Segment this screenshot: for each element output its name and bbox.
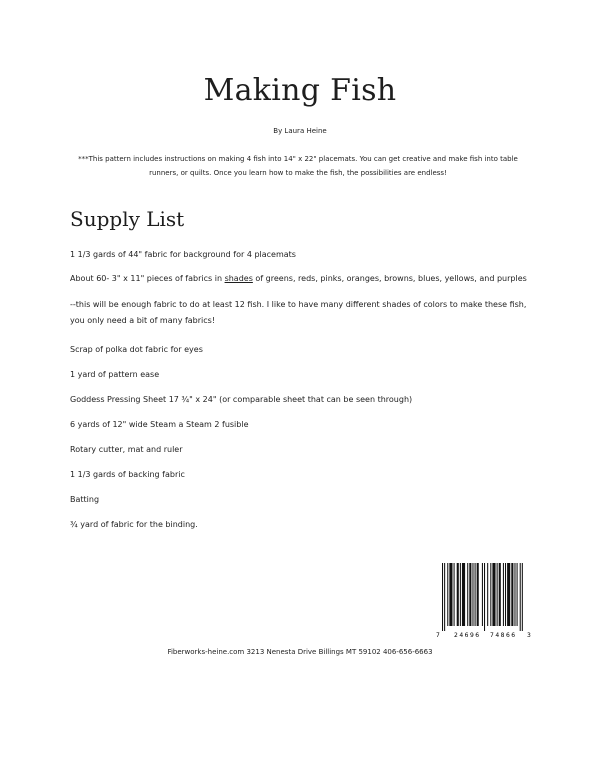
barcode-bar: [505, 563, 506, 626]
footer-contact: Fiberworks-heine.com 3213 Nenesta Drive Billings MT 59102 406-656-6663: [167, 648, 433, 656]
barcode-bar: [520, 563, 521, 631]
barcode-bar: [475, 563, 476, 626]
supply-item: Rotary cutter, mat and ruler: [70, 445, 183, 454]
barcode-bar: [460, 563, 461, 626]
page-title: Making Fish: [203, 73, 397, 108]
supply-item: Scrap of polka dot fabric for eyes: [70, 345, 203, 354]
underlined-word: shades: [224, 274, 253, 283]
barcode-bar: [514, 563, 515, 626]
author-line: By Laura Heine: [273, 127, 327, 135]
barcode-bar: [503, 563, 504, 626]
barcode-bar: [482, 563, 483, 626]
barcode-bar: [492, 563, 495, 626]
barcode-bar: [522, 563, 523, 631]
supply-item: 1 yard of pattern ease: [70, 370, 160, 379]
barcode-bar: [490, 563, 491, 626]
barcode-digit: 24696: [454, 632, 481, 639]
supply-list-heading: Supply List: [70, 207, 185, 231]
supply-item: --this will be enough fabric to do at least 12 fish. I like to have many different shades of colors to make these fish, you only need a bit of many fabrics!: [70, 300, 527, 325]
barcode-bar: [472, 563, 473, 626]
supply-item: 1 1/3 gards of 44" fabric for background for 4 placemats: [70, 250, 296, 259]
barcode-bars: [442, 563, 523, 631]
barcode-bar: [507, 563, 510, 626]
barcode-bar: [497, 563, 498, 626]
barcode-digit: 7: [436, 632, 440, 639]
upc-barcode: [434, 563, 534, 641]
barcode-bar: [467, 563, 468, 626]
barcode-digit: 3: [527, 632, 531, 639]
intro-paragraph: ***This pattern includes instructions on making 4 fish into 14" x 22" placemats. You can get creative and make fish into table runners, or quilts. Once you learn how to make the fish, the possibilities are endless!: [78, 155, 518, 177]
barcode-bar: [444, 563, 445, 631]
supply-item: 6 yards of 12" wide Steam a Steam 2 fusible: [70, 420, 249, 429]
barcode-digit: 74866: [490, 632, 517, 639]
barcode-bar: [462, 563, 465, 626]
supply-item: 1 1/3 gards of backing fabric: [70, 470, 185, 479]
barcode-bar: [457, 563, 459, 626]
supply-item: ¾ yard of fabric for the binding.: [70, 520, 198, 529]
barcode-bar: [454, 563, 455, 626]
supply-item: Goddess Pressing Sheet 17 ¾" x 24" (or comparable sheet that can be seen through): [70, 395, 413, 404]
barcode-bar: [511, 563, 513, 626]
barcode-bar: [499, 563, 501, 626]
supply-item: About 60- 3" x 11" pieces of fabrics in shades of greens, reds, pinks, oranges, browns, blues, yellows, and purples: [70, 274, 527, 283]
barcode-bar: [442, 563, 443, 631]
barcode-bar: [477, 563, 479, 626]
barcode-bar: [447, 563, 448, 626]
barcode-bar: [449, 563, 452, 626]
barcode-bar: [487, 563, 488, 626]
supply-item: Batting: [70, 495, 100, 504]
barcode-bar: [469, 563, 471, 626]
barcode-bar: [517, 563, 518, 626]
barcode-bar: [484, 563, 485, 631]
